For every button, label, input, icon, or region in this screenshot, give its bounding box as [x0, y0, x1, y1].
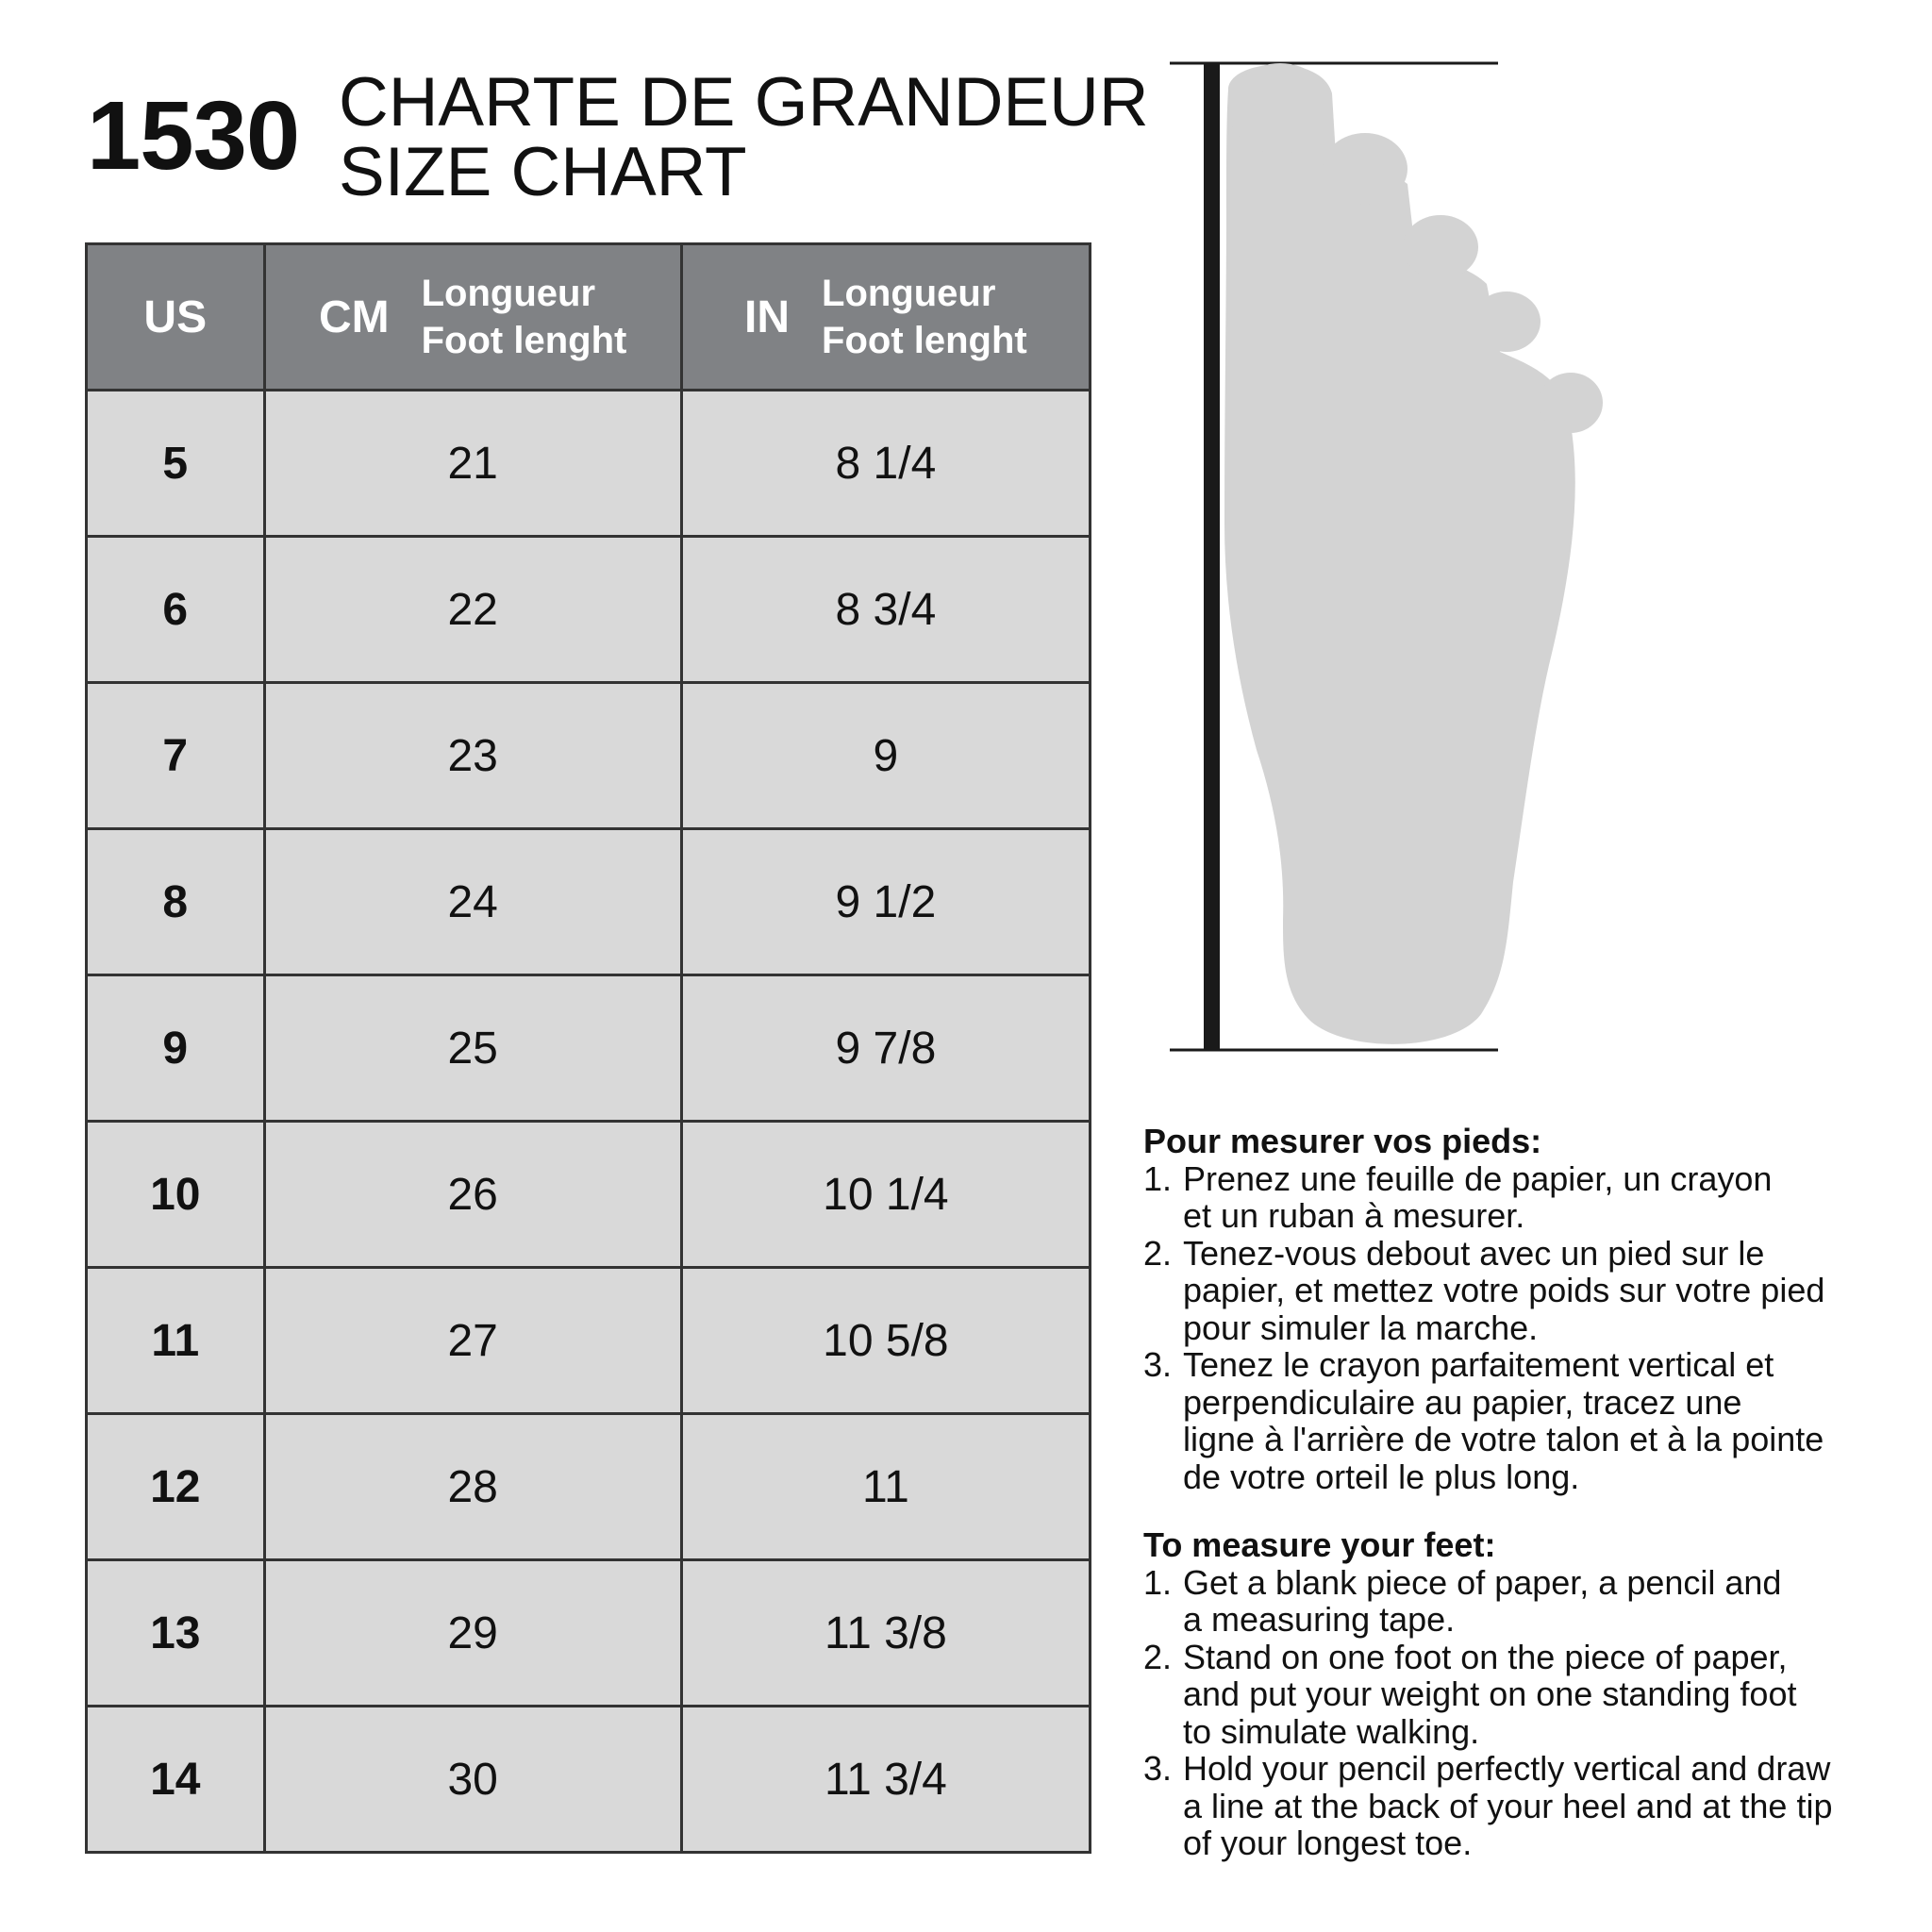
cell-cm-length: 25 — [264, 975, 681, 1122]
step-number: 1. — [1143, 1562, 1173, 1602]
column-header-in — [681, 244, 1090, 391]
cell-us-size: 6 — [87, 537, 265, 683]
cell-in-length: 10 5/8 — [681, 1268, 1090, 1414]
cell-cm-length: 23 — [264, 683, 681, 829]
table-row — [87, 391, 1091, 537]
instructions-heading-fr: Pour mesurer vos pieds: — [1143, 1122, 1542, 1160]
column-header-cm-sub-en: Foot lenght — [421, 320, 627, 361]
cell-us-size: 13 — [87, 1560, 265, 1707]
cell-in-length: 9 7/8 — [681, 975, 1090, 1122]
foot-measurement-icon — [1170, 52, 1623, 1061]
instruction-step — [1143, 1346, 1898, 1495]
cell-cm-length: 28 — [264, 1414, 681, 1560]
instruction-step — [1143, 1160, 1898, 1235]
title-french: CHARTE DE GRANDEUR — [339, 64, 1149, 141]
column-header-us-label: US — [143, 291, 208, 342]
cell-cm-length: 24 — [264, 829, 681, 975]
table-row — [87, 975, 1091, 1122]
title-english: SIZE CHART — [339, 134, 747, 210]
cell-in-length: 9 — [681, 683, 1090, 829]
table-row — [87, 1707, 1091, 1853]
step-line: to simulate walking. — [1183, 1711, 1480, 1751]
size-chart-table — [85, 242, 1091, 1854]
step-number: 3. — [1143, 1749, 1173, 1788]
instruction-step — [1143, 1564, 1898, 1639]
instruction-step — [1143, 1750, 1898, 1862]
column-header-in-sub-fr: Longueur — [822, 273, 996, 314]
page-title — [339, 64, 1149, 210]
step-line: Tenez le crayon parfaitement vertical et — [1183, 1345, 1774, 1384]
step-number: 3. — [1143, 1345, 1173, 1384]
cell-cm-length: 30 — [264, 1707, 681, 1853]
step-number: 2. — [1143, 1233, 1173, 1273]
step-line: of your longest toe. — [1183, 1824, 1473, 1862]
cell-us-size: 10 — [87, 1122, 265, 1268]
column-header-us — [87, 244, 265, 391]
table-header-row — [87, 244, 1091, 391]
instructions-heading-en: To measure your feet: — [1143, 1525, 1496, 1564]
cell-in-length: 11 3/8 — [681, 1560, 1090, 1707]
cell-in-length: 9 1/2 — [681, 829, 1090, 975]
cell-cm-length: 26 — [264, 1122, 681, 1268]
step-number: 2. — [1143, 1637, 1173, 1676]
step-line: et un ruban à mesurer. — [1183, 1196, 1525, 1235]
cell-us-size: 8 — [87, 829, 265, 975]
step-line: Prenez une feuille de papier, un crayon — [1183, 1158, 1773, 1198]
step-line: de votre orteil le plus long. — [1183, 1457, 1580, 1496]
cell-in-length: 8 3/4 — [681, 537, 1090, 683]
table-row — [87, 683, 1091, 829]
cell-us-size: 11 — [87, 1268, 265, 1414]
column-header-in-sub-en: Foot lenght — [822, 320, 1027, 361]
cell-us-size: 12 — [87, 1414, 265, 1560]
step-line: a measuring tape. — [1183, 1600, 1456, 1639]
foot-silhouette — [1224, 63, 1603, 1044]
instruction-step — [1143, 1235, 1898, 1347]
instruction-step — [1143, 1639, 1898, 1751]
cell-us-size: 5 — [87, 391, 265, 537]
cell-in-length: 10 1/4 — [681, 1122, 1090, 1268]
step-line: Tenez-vous debout avec un pied sur le — [1183, 1233, 1765, 1273]
cell-us-size: 9 — [87, 975, 265, 1122]
step-line: a line at the back of your heel and at the tip — [1183, 1786, 1833, 1825]
column-header-cm-label: CM — [318, 291, 390, 342]
table-row — [87, 1122, 1091, 1268]
cell-cm-length: 21 — [264, 391, 681, 537]
step-line: Stand on one foot on the piece of paper, — [1183, 1637, 1788, 1676]
cell-in-length: 8 1/4 — [681, 391, 1090, 537]
step-line: and put your weight on one standing foot — [1183, 1674, 1797, 1713]
instructions-french — [1143, 1123, 1898, 1495]
step-line: papier, et mettez votre poids sur votre pied — [1183, 1271, 1825, 1309]
measurement-instructions — [1143, 1123, 1898, 1862]
cell-us-size: 14 — [87, 1707, 265, 1853]
cell-us-size: 7 — [87, 683, 265, 829]
table-row — [87, 1414, 1091, 1560]
step-line: pour simuler la marche. — [1183, 1307, 1539, 1347]
table-row — [87, 829, 1091, 975]
cell-in-length: 11 — [681, 1414, 1090, 1560]
cell-cm-length: 22 — [264, 537, 681, 683]
column-header-cm-sub-fr: Longueur — [421, 273, 596, 314]
table-row — [87, 1560, 1091, 1707]
step-line: perpendiculaire au papier, tracez une — [1183, 1382, 1742, 1422]
cell-in-length: 11 3/4 — [681, 1707, 1090, 1853]
cell-cm-length: 27 — [264, 1268, 681, 1414]
column-header-in-label: IN — [744, 291, 791, 342]
model-number: 1530 — [87, 81, 300, 190]
step-line: ligne à l'arrière de votre talon et à la pointe — [1183, 1420, 1824, 1458]
measuring-ruler-bar — [1204, 63, 1220, 1050]
step-line: Hold your pencil perfectly vertical and draw — [1183, 1749, 1831, 1788]
table-row — [87, 537, 1091, 683]
step-number: 1. — [1143, 1158, 1173, 1198]
table-row — [87, 1268, 1091, 1414]
cell-cm-length: 29 — [264, 1560, 681, 1707]
column-header-cm — [264, 244, 681, 391]
instructions-english — [1143, 1526, 1898, 1862]
step-line: Get a blank piece of paper, a pencil and — [1183, 1562, 1782, 1602]
